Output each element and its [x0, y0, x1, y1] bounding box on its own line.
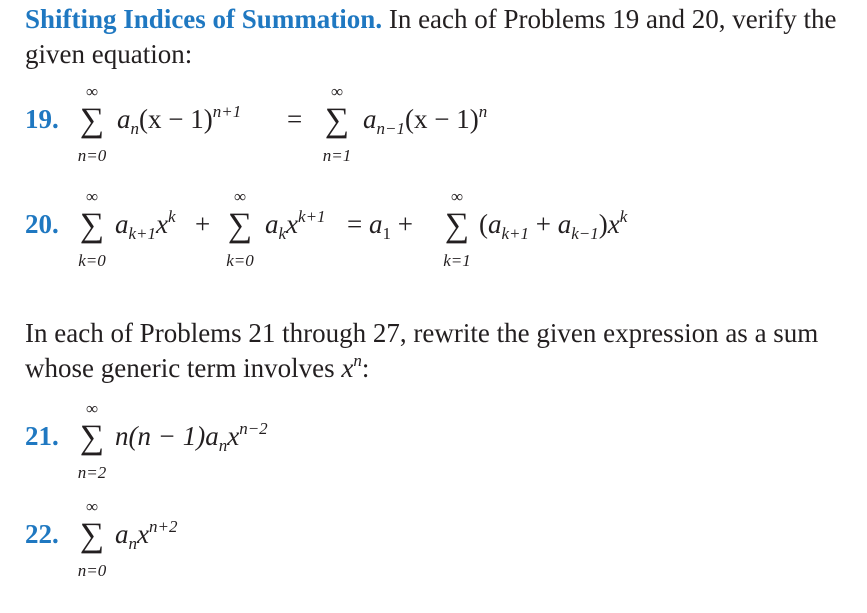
- summation: [72, 399, 112, 501]
- intro-paragraph: [25, 2, 855, 72]
- term: $(a_{k+1} + a_{k-1})x^k$: [479, 207, 628, 243]
- sum-upper-limit: ∞: [233, 187, 247, 206]
- problem-19: [25, 82, 545, 198]
- summation: [220, 187, 260, 289]
- colon: :: [361, 353, 370, 383]
- problem-number: 19.: [25, 104, 59, 134]
- problem-number: 20.: [25, 209, 59, 239]
- problem-20: [25, 187, 725, 303]
- term: $a_{k+1}x^k$: [115, 207, 176, 243]
- problem-number: 22.: [25, 519, 59, 549]
- sigma-symbol: ∑: [444, 207, 470, 244]
- sum-upper-limit: ∞: [85, 399, 99, 418]
- x-variable: x: [341, 353, 354, 383]
- sum-lower-limit: n=2: [77, 463, 107, 482]
- sigma-symbol: ∑: [324, 102, 350, 139]
- sum-lower-limit: n=0: [77, 146, 107, 165]
- rhs-prefix: = $a_1$ +: [347, 209, 413, 243]
- section-heading: Shifting Indices of Summation.: [25, 4, 383, 34]
- equals-sign: =: [287, 104, 303, 134]
- sum-upper-limit: ∞: [85, 82, 99, 101]
- term: $a_{n-1}(x - 1)^n$: [363, 102, 488, 138]
- problem-number: 21.: [25, 421, 59, 451]
- sum-lower-limit: n=1: [322, 146, 352, 165]
- sum-lower-limit: k=0: [226, 251, 254, 270]
- summation: [72, 82, 112, 184]
- summation: [72, 497, 112, 599]
- sum-upper-limit: ∞: [85, 497, 99, 516]
- sum-upper-limit: ∞: [85, 187, 99, 206]
- intro-text: In each of Problems 19 and 20, verify the given equation:: [25, 4, 837, 69]
- summation: [72, 187, 112, 289]
- sigma-symbol: ∑: [227, 207, 253, 244]
- problem-22: [25, 497, 325, 613]
- plus-sign: +: [195, 209, 211, 239]
- term: $n(n - 1)a_nx^{n-2}$: [115, 419, 268, 455]
- sigma-symbol: ∑: [79, 517, 105, 554]
- term: $a_n(x - 1)^{n+1}$: [117, 102, 242, 138]
- summation: [317, 82, 357, 184]
- sum-upper-limit: ∞: [450, 187, 464, 206]
- instruction-paragraph: [25, 316, 855, 386]
- sigma-symbol: ∑: [79, 102, 105, 139]
- sum-lower-limit: k=0: [78, 251, 106, 270]
- sum-lower-limit: n=0: [77, 561, 107, 580]
- summation: [437, 187, 477, 289]
- term: $a_nx^{n+2}$: [115, 517, 178, 553]
- term: $a_kx^{k+1}$: [265, 207, 326, 243]
- sigma-symbol: ∑: [79, 207, 105, 244]
- sum-lower-limit: k=1: [443, 251, 471, 270]
- sigma-symbol: ∑: [79, 419, 105, 456]
- x-exponent: n: [353, 351, 362, 370]
- instruction-text: In each of Problems 21 through 27, rewrite the given expression as a sum whose generic term involves: [25, 318, 819, 383]
- sum-upper-limit: ∞: [330, 82, 344, 101]
